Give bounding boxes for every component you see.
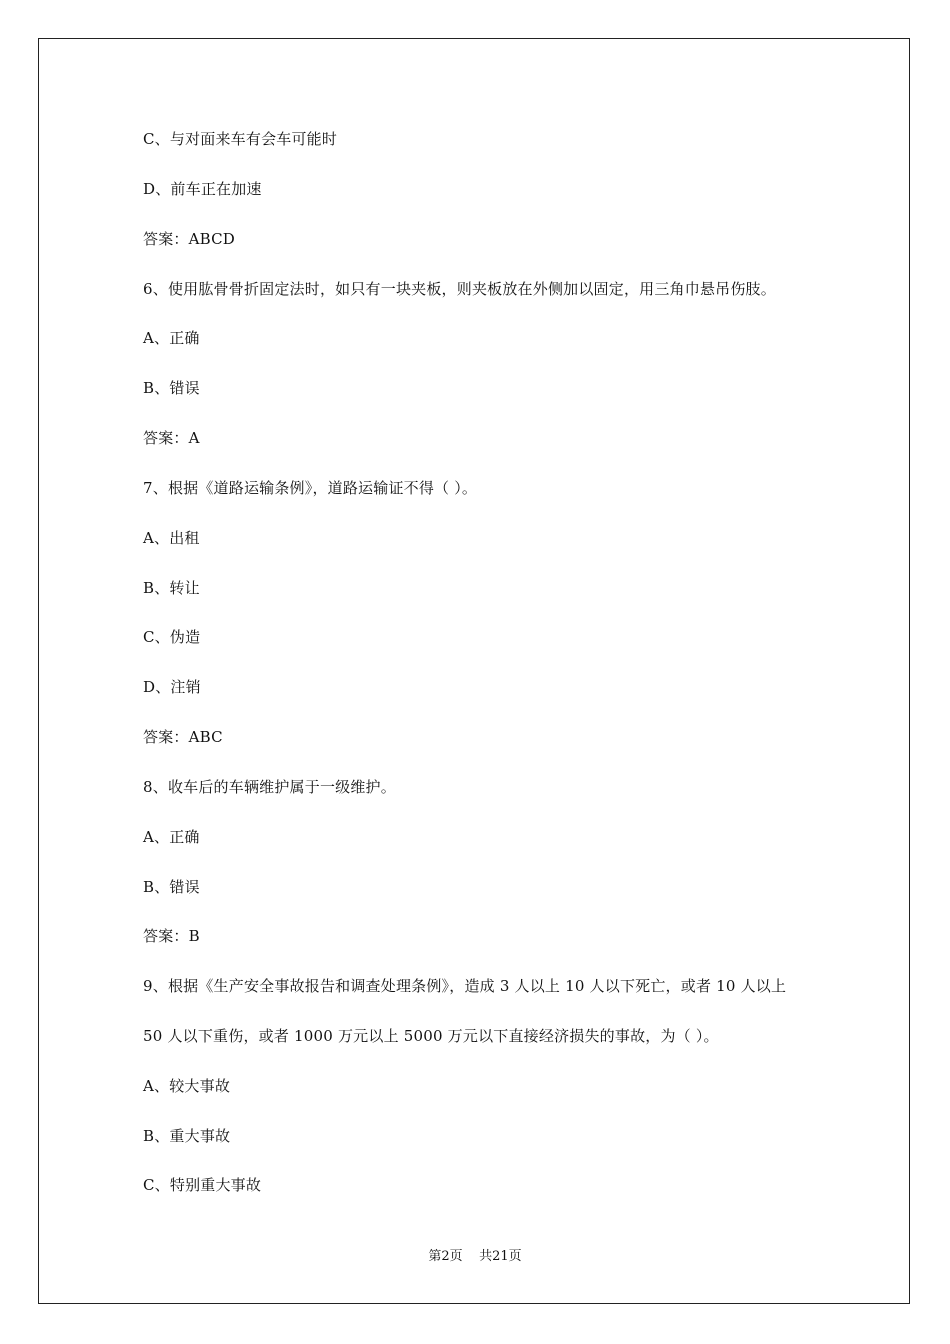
option-a-line: A、较大事故 — [143, 1077, 231, 1095]
option-a-line: A、出租 — [143, 529, 200, 547]
answer-line: 答案：ABC — [143, 728, 223, 746]
option-c-line: C、特别重大事故 — [143, 1176, 262, 1194]
option-b-line: B、转让 — [143, 579, 200, 597]
question-9-text: 9、根据《生产安全事故报告和调查处理条例》，造成 3 人以上 10 人以下死亡，或者 10 人以上 — [143, 977, 787, 995]
option-a-line: A、正确 — [143, 329, 200, 347]
answer-line: 答案：B — [143, 927, 200, 945]
answer-line: 答案：A — [143, 429, 200, 447]
page-footer: 第2页 共21页 — [428, 1249, 522, 1264]
option-a-line: A、正确 — [143, 828, 200, 846]
question-9-text-continued: 50 人以下重伤，或者 1000 万元以上 5000 万元以下直接经济损失的事故，为（ ）。 — [143, 1027, 719, 1045]
answer-line: 答案：ABCD — [143, 230, 236, 248]
question-7-text: 7、根据《道路运输条例》，道路运输证不得（ ）。 — [143, 479, 478, 497]
option-c-line: C、与对面来车有会车可能时 — [143, 130, 338, 148]
page-border — [38, 38, 910, 1304]
option-c-line: C、伪造 — [143, 628, 201, 646]
option-d-line: D、注销 — [143, 678, 201, 696]
option-b-line: B、错误 — [143, 878, 200, 896]
option-b-line: B、错误 — [143, 379, 200, 397]
option-b-line: B、重大事故 — [143, 1127, 231, 1145]
question-8-text: 8、收车后的车辆维护属于一级维护。 — [143, 778, 396, 796]
question-6-text: 6、使用肱骨骨折固定法时，如只有一块夹板，则夹板放在外侧加以固定，用三角巾悬吊伤肢。 — [143, 280, 776, 298]
option-d-line: D、前车正在加速 — [143, 180, 262, 198]
